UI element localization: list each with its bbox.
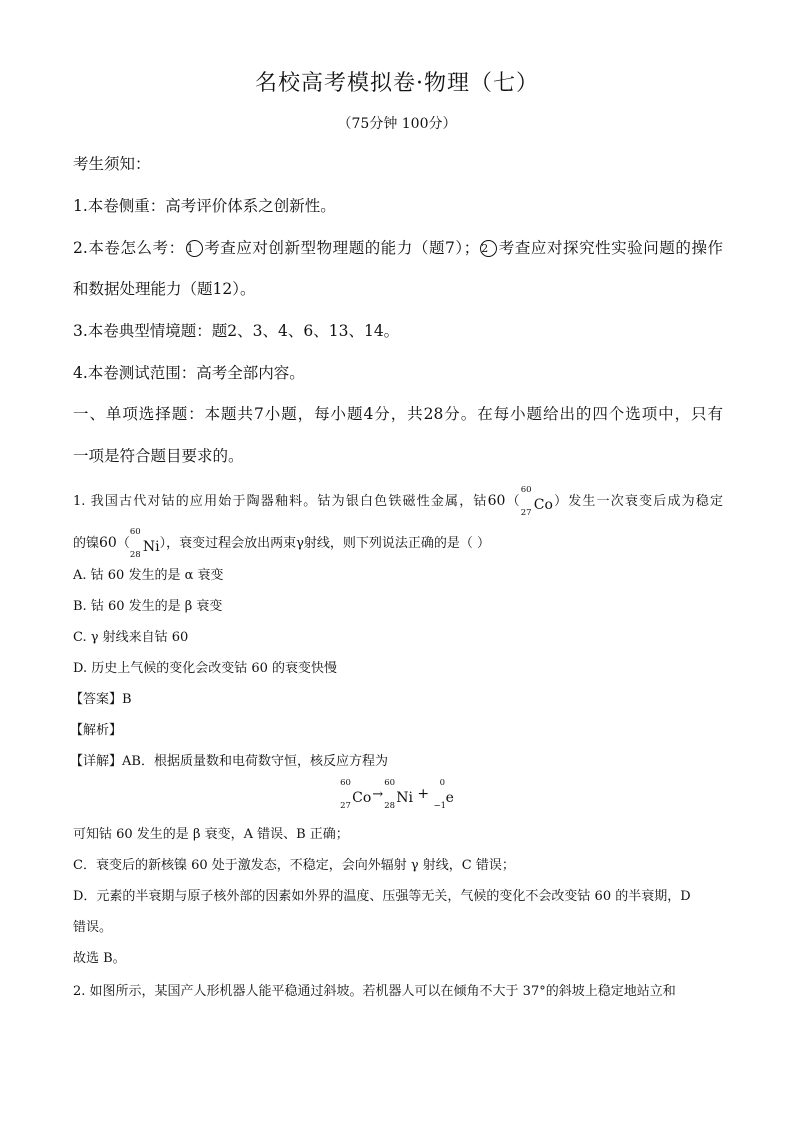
nuclear-equation (0, 778, 794, 811)
q1-stem-c: ）发生一次衰变后成为稳定 (552, 494, 723, 509)
eq-ni-symbol: Ni (396, 790, 413, 806)
q1-explain-d-line1: D．元素的半衰期与原子核外部的因素如外界的温度、压强等无关，气候的变化不会改变钴 60 的半衰期，D (73, 889, 691, 904)
eq-e-charge: −1 (433, 801, 447, 811)
q1-option-c: C. γ 射线来自钴 60 (73, 630, 189, 645)
q1-option-d: D. 历史上气候的变化会改变钴 60 的衰变快慢 (73, 661, 338, 676)
notice-item-1: 1.本卷侧重：高考评价体系之创新性。 (73, 197, 336, 215)
section-heading-line1: 一、单项选择题：本题共7小题，每小题4分，共28分。在每小题给出的四个选项中，只有 (73, 405, 723, 423)
q1-paren-open-1: （ (505, 494, 521, 509)
co-symbol: Co (533, 497, 553, 513)
ni-symbol: Ni (142, 539, 160, 555)
notice-item-2-cont: 和数据处理能力（题12）。 (73, 280, 256, 298)
q1-num-2: 60 (99, 535, 117, 551)
eq-ni (384, 778, 413, 811)
eq-e-mass: 0 (439, 778, 445, 788)
q1-option-b: B. 钴 60 发生的是 β 衰变 (73, 599, 223, 614)
circled-number-1: 1 (186, 240, 203, 257)
q1-option-a: A. 钴 60 发生的是 α 衰变 (73, 568, 224, 583)
q1-paren-open-2: （ (116, 536, 130, 551)
notice-heading: 考生须知： (73, 155, 151, 173)
eq-electron (433, 778, 454, 811)
q1-detail: 【详解】AB．根据质量数和电荷数守恒，核反应方程为 (70, 754, 388, 769)
notice-item-3: 3.本卷典型情境题：题2、3、4、6、13、14。 (73, 322, 400, 340)
notice-item-4: 4.本卷测试范围：高考全部内容。 (73, 364, 305, 382)
notice-item-2-prefix: 2.本卷怎么考： (73, 239, 185, 257)
circled-number-2: 2 (480, 240, 497, 257)
eq-co (340, 778, 372, 811)
eq-arrow: → (372, 787, 384, 802)
eq-e-symbol: e (445, 790, 454, 806)
nuclide-ni60 (129, 527, 160, 560)
notice-item-2-part2: 考查应对探究性实验问题的操作 (498, 239, 723, 257)
q1-num-1: 60 (487, 493, 506, 509)
section-heading-line2: 一项是符合题目要求的。 (73, 447, 244, 465)
q1-stem-line2 (73, 527, 723, 560)
q1-stem-f: ），衰变过程会放出两束γ射线，则下列说法正确的是（ ） (159, 536, 490, 551)
eq-co-charge: 27 (340, 801, 351, 811)
q1-analysis-label: 【解析】 (70, 723, 123, 738)
q1-stem-d: 的镍 (73, 536, 100, 551)
eq-plus: + (417, 786, 430, 802)
notice-item-2-part1: 考查应对创新型物理题的能力（题7）； (203, 239, 480, 257)
ni-atomic-number: 28 (129, 550, 141, 560)
q1-stem-a: 1. 我国古代对钴的应用始于陶器釉料。钴为银白色铁磁性金属，钴 (73, 494, 488, 509)
eq-ni-mass: 60 (384, 778, 396, 788)
nuclide-co60 (520, 485, 553, 518)
co-mass-number: 60 (520, 485, 532, 495)
page-subtitle: （75分钟 100分） (337, 116, 457, 132)
ni-mass-number: 60 (129, 527, 141, 537)
q1-stem-line1 (73, 485, 723, 518)
q2-stem: 2. 如图所示，某国产人形机器人能平稳通过斜坡。若机器人可以在倾角不大于 37°的斜坡上稳定地站立和 (73, 984, 676, 999)
co-atomic-number: 27 (520, 508, 532, 518)
notice-item-2 (73, 238, 723, 258)
eq-co-mass: 60 (340, 778, 351, 788)
q1-choose: 故选 B。 (73, 951, 126, 966)
q1-explain-c: C．衰变后的新核镍 60 处于激发态，不稳定，会向外辐射 γ 射线，C 错误； (73, 858, 515, 873)
eq-co-symbol: Co (352, 790, 372, 806)
q1-after-equation: 可知钴 60 发生的是 β 衰变，A 错误、B 正确； (73, 827, 349, 842)
eq-ni-charge: 28 (384, 801, 396, 811)
q1-explain-d-line2: 错误。 (73, 920, 113, 935)
page-title: 名校高考模拟卷·物理（七） (255, 71, 539, 96)
q1-answer: 【答案】B (70, 692, 132, 707)
